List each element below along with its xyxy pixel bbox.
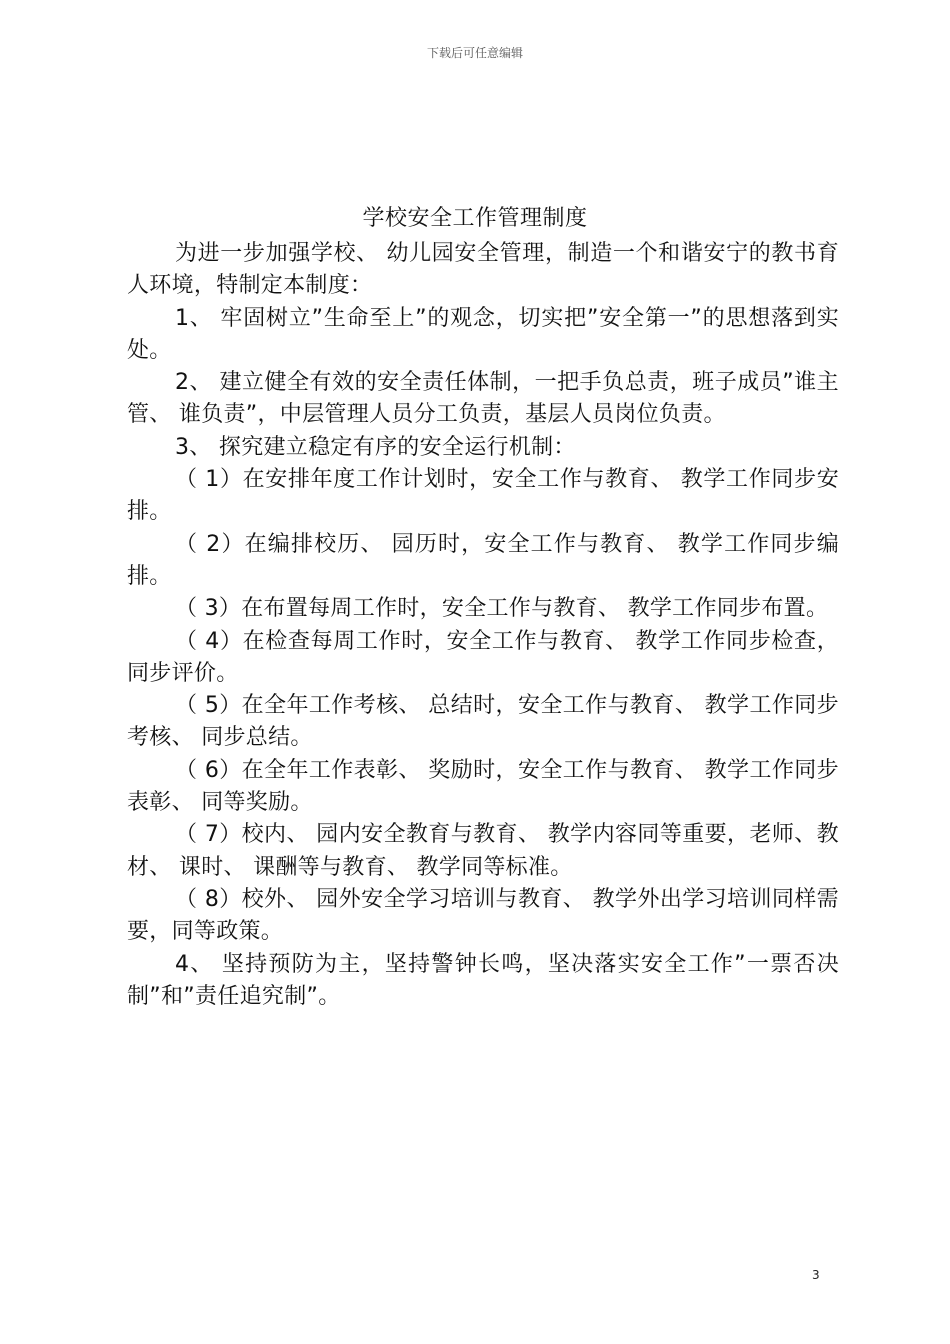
intro-paragraph: 为进一步加强学校、 幼儿园安全管理，制造一个和谐安宁的教书育人环境，特制定本制度： xyxy=(127,241,839,299)
rule-3-item-2: （ 2）在编排校历、 园历时，安全工作与教育、 教学工作同步编排。 xyxy=(127,531,839,589)
document-body xyxy=(127,238,839,1013)
rule-3-item-3: （ 3）在布置每周工作时，安全工作与教育、 教学工作同步布置。 xyxy=(175,596,829,622)
rule-3-item-1: （ 1）在安排年度工作计划时，安全工作与教育、 教学工作同步安排。 xyxy=(127,467,839,525)
header-note: 下载后可任意编辑 xyxy=(426,46,523,60)
rule-3-item-4: （ 4）在检查每周工作时，安全工作与教育、 教学工作同步检查，同步评价。 xyxy=(127,628,839,686)
rule-3-item-8: （ 8）校外、 园外安全学习培训与教育、 教学外出学习培训同样需要，同等政策。 xyxy=(127,886,839,945)
rule-2-paragraph: 2、 建立健全有效的安全责任体制，一把手负总责，班子成员”谁主管、 谁负责”，中层管理人员分工负责，基层人员岗位负责。 xyxy=(127,370,839,428)
rule-3-item-7: （ 7）校内、 园内安全教育与教育、 教学内容同等重要，老师、教材、 课时、 课酬等与教育、 教学同等标准。 xyxy=(127,822,839,880)
page-number: 3 xyxy=(812,1268,820,1282)
rule-3-item-6: （ 6）在全年工作表彰、 奖励时，安全工作与教育、 教学工作同步表彰、 同等奖励。 xyxy=(127,757,839,816)
rule-4-paragraph: 4、 坚持预防为主，坚持警钟长鸣，坚决落实安全工作”一票否决制”和”责任追究制”。 xyxy=(127,951,839,1009)
document-title: 学校安全工作管理制度 xyxy=(362,206,588,231)
rule-1-paragraph: 1、 牢固树立”生命至上”的观念，切实把”安全第一”的思想落到实处。 xyxy=(127,305,839,363)
rule-3-paragraph: 3、 探究建立稳定有序的安全运行机制： xyxy=(175,434,576,460)
rule-3-item-5: （ 5）在全年工作考核、 总结时，安全工作与教育、 教学工作同步考核、 同步总结。 xyxy=(127,693,839,751)
